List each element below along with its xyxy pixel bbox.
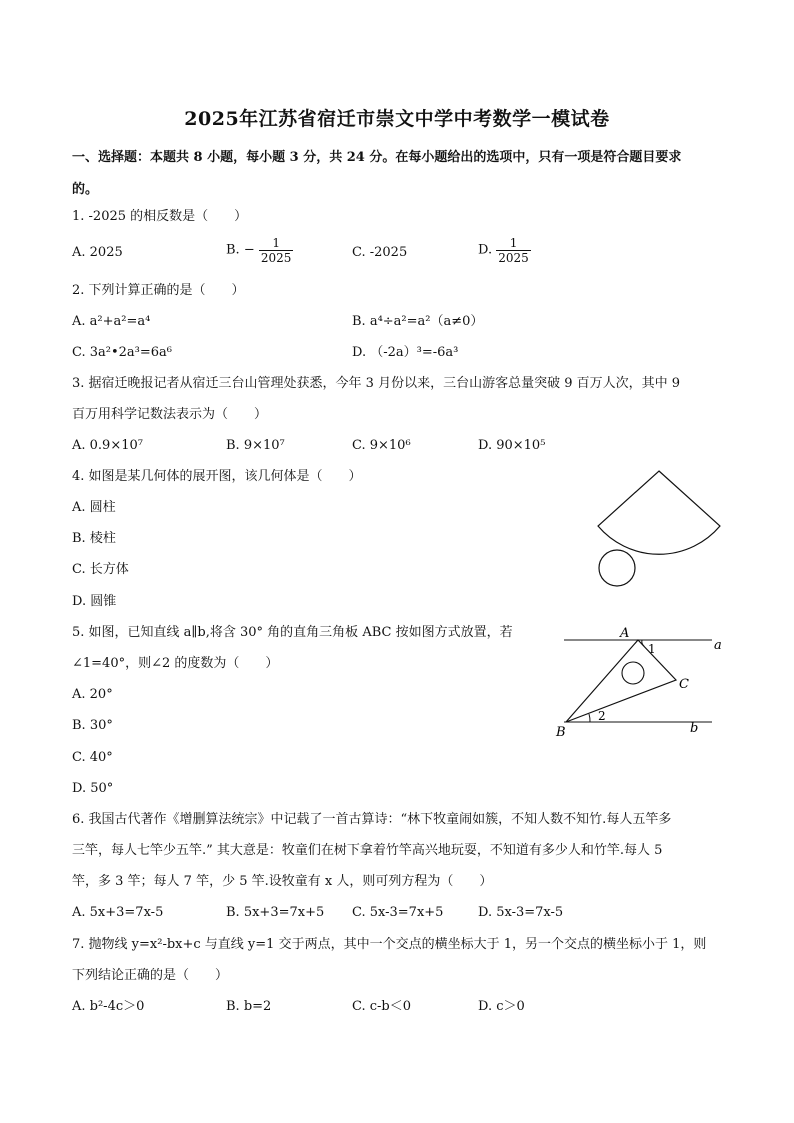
q7-option-a: A. b²-4c＞0 xyxy=(72,999,145,1014)
q4-stem: 4. 如图是某几何体的展开图，该几何体是（ ） xyxy=(72,469,362,484)
q2-option-d: D. （-2a）³=-6a³ xyxy=(352,345,459,360)
q7-option-b: B. b=2 xyxy=(226,999,272,1014)
q6-option-a: A. 5x+3=7x-5 xyxy=(72,905,164,920)
q1-option-b xyxy=(226,236,293,265)
q3-stem-line2: 百万用科学记数法表示为（ ） xyxy=(72,407,268,422)
triangle-abc xyxy=(566,640,676,722)
q7-option-c: C. c-b＜0 xyxy=(352,999,412,1014)
q2-option-b: B. a⁴÷a²=a²（a≠0） xyxy=(352,314,484,329)
label-B: B xyxy=(556,725,566,740)
q1-option-d-prefix: D. xyxy=(478,242,497,258)
q6-stem-line3: 竿，多 3 竿；每人 7 竿，少 5 竿.设牧童有 x 人，则可列方程为（ ） xyxy=(72,874,493,889)
q5-option-c: C. 40° xyxy=(72,750,113,765)
q5-option-d: D. 50° xyxy=(72,781,114,796)
q1-stem: 1. -2025 的相反数是（ ） xyxy=(72,209,248,224)
label-line-b: b xyxy=(690,721,699,736)
q1-option-b-fraction xyxy=(259,236,294,265)
angle-2-arc xyxy=(589,714,590,722)
q4-option-b: B. 棱柱 xyxy=(72,531,116,546)
q1-option-d xyxy=(478,236,531,265)
q7-stem-line2: 下列结论正确的是（ ） xyxy=(72,968,229,983)
section-heading: 一、选择题：本题共 8 小题，每小题 3 分，共 24 分。在每小题给出的选项中，只有一项是符合题目要求 xyxy=(72,150,682,165)
q1-option-a: A. 2025 xyxy=(72,245,123,260)
sector-shape xyxy=(598,471,720,554)
label-A: A xyxy=(620,626,630,641)
q3-option-d: D. 90×10⁵ xyxy=(478,438,546,453)
q3-option-b: B. 9×10⁷ xyxy=(226,438,285,453)
q6-stem-line2: 三竿，每人七竿少五竿.” 其大意是：牧童们在树下拿着竹竿高兴地玩耍，不知道有多少人和竹竿.每人 5 xyxy=(72,843,663,858)
section-heading-cont: 的。 xyxy=(72,182,99,197)
cone-net-figure xyxy=(590,468,725,590)
q6-option-d: D. 5x-3=7x-5 xyxy=(478,905,564,920)
q1-d-denominator: 2025 xyxy=(498,251,529,265)
q7-stem-line1: 7. 抛物线 y=x²-bx+c 与直线 y=1 交于两点，其中一个交点的横坐标大于 1，另一个交点的横坐标小于 1，则 xyxy=(72,937,707,952)
q1-b-numerator: 1 xyxy=(259,236,294,251)
q7-option-d: D. c＞0 xyxy=(478,999,525,1014)
page-title: 2025年江苏省宿迁市崇文中学中考数学一模试卷 xyxy=(184,108,610,130)
triangle-figure xyxy=(552,622,732,742)
q6-option-c: C. 5x-3=7x+5 xyxy=(352,905,444,920)
label-angle-1: 1 xyxy=(648,642,656,656)
base-circle xyxy=(599,550,635,586)
q6-option-b: B. 5x+3=7x+5 xyxy=(226,905,325,920)
q3-stem-line1: 3. 据宿迁晚报记者从宿迁三台山管理处获悉，今年 3 月份以来，三台山游客总量突破 9 百万人次，其中 9 xyxy=(72,376,681,391)
q5-option-a: A. 20° xyxy=(72,687,113,702)
q1-d-numerator: 1 xyxy=(496,236,531,251)
q3-option-a: A. 0.9×10⁷ xyxy=(72,438,143,453)
q2-option-c: C. 3a²•2a³=6a⁶ xyxy=(72,345,173,360)
q1-option-c: C. -2025 xyxy=(352,245,408,260)
q1-b-denominator: 2025 xyxy=(260,251,292,265)
q1-option-d-fraction xyxy=(496,236,531,265)
label-angle-2: 2 xyxy=(598,709,606,723)
q5-stem-line1: 5. 如图，已知直线 a∥b,将含 30° 角的直角三角板 ABC 按如图方式放置，若 xyxy=(72,625,513,640)
q3-option-c: C. 9×10⁶ xyxy=(352,438,411,453)
q5-stem-line2: ∠1=40°，则∠2 的度数为（ ） xyxy=(72,656,279,671)
q4-option-d: D. 圆锥 xyxy=(72,594,117,609)
q2-stem: 2. 下列计算正确的是（ ） xyxy=(72,283,245,298)
q4-option-c: C. 长方体 xyxy=(72,562,129,577)
label-line-a: a xyxy=(714,638,722,653)
q6-stem-line1: 6. 我国古代著作《增删算法统宗》中记载了一首古算诗：“林下牧童闹如簇，不知人数不知竹.每人五竿多 xyxy=(72,812,672,827)
q5-option-b: B. 30° xyxy=(72,718,113,733)
q4-option-a: A. 圆柱 xyxy=(72,500,116,515)
label-C: C xyxy=(679,677,689,692)
triangle-hole xyxy=(622,662,644,684)
q1-option-b-prefix: B. − xyxy=(226,242,255,258)
q2-option-a: A. a²+a²=a⁴ xyxy=(72,314,151,329)
